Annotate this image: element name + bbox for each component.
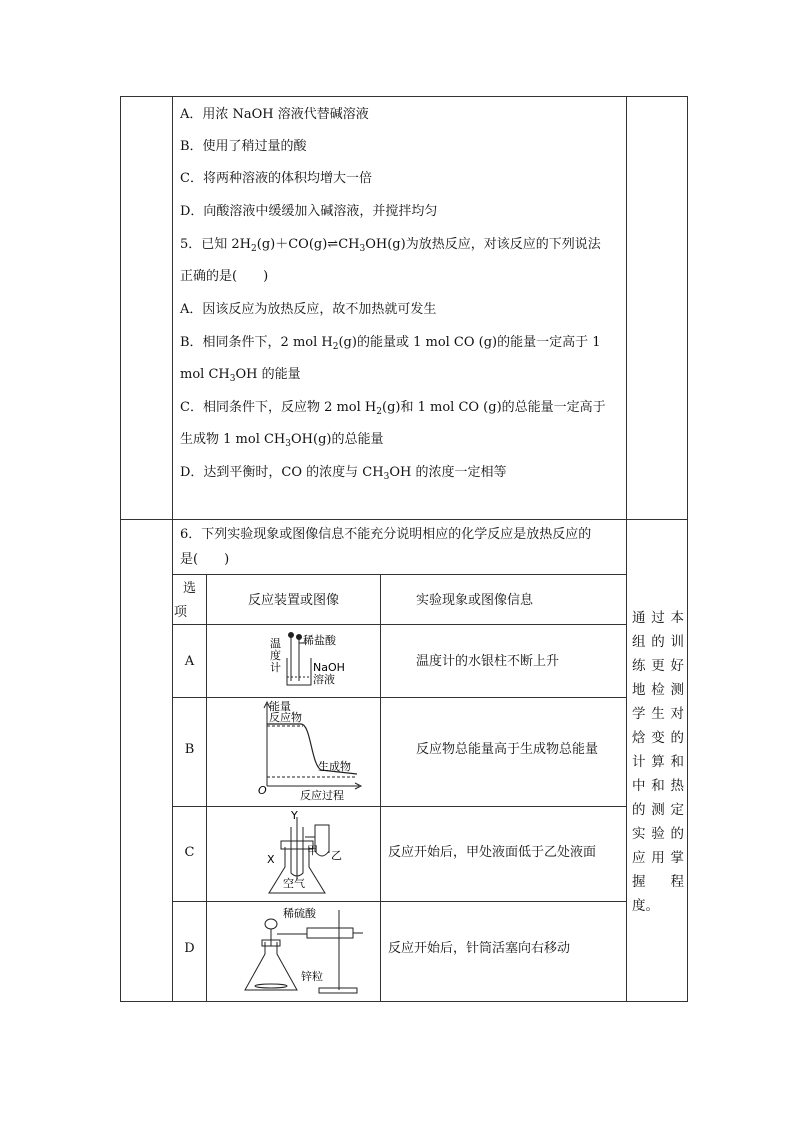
label-thermometer-2: 度 <box>270 649 281 662</box>
row-b-option: B <box>184 742 195 757</box>
header-option-1: 选 <box>182 581 196 596</box>
label-reaction-process: 反应过程 <box>300 789 344 802</box>
header-device: 反应装置或图像 <box>247 593 339 608</box>
label-dilute-h2so4: 稀硫酸 <box>283 907 316 920</box>
q5-option-a: A．因该反应为放热反应，故不加热就可发生 <box>180 302 437 317</box>
q4-option-c: C．将两种溶液的体积均增大一倍 <box>180 171 372 186</box>
row-b-info: 反应物总能量高于生成物总能量 <box>416 742 599 757</box>
note-line: 通过本 <box>632 610 684 626</box>
label-origin: O <box>258 784 267 797</box>
note-line: 计算和 <box>632 754 684 770</box>
note-line: 度。 <box>632 898 659 914</box>
inner-table-col2 <box>380 574 381 1001</box>
label-reactant: 反应物 <box>269 711 302 724</box>
table-row-divider <box>120 519 688 520</box>
row-c-apparatus <box>207 807 379 901</box>
teaching-note <box>632 606 684 918</box>
q5-option-b: B．相同条件下，2 mol $H_2(g)$的能量或 1 mol CO (g)的能量一定高于 1 <box>180 335 601 352</box>
table-border-top <box>120 96 688 97</box>
q5-option-c-line2: 生成物 1 mol $CH_3OH(g)$的总能量 <box>180 432 384 449</box>
table-border-bottom <box>120 1001 688 1002</box>
inner-table-top <box>172 574 626 575</box>
q5-stem: 5．已知 $2H_2(g)+CO(g)\rightleftharpoons CH_3OH(g)$为放热反应，对该反应的下列说法 <box>180 237 601 254</box>
label-jia: 甲 <box>307 844 318 857</box>
label-yi: 乙 <box>331 849 342 862</box>
table-border-left <box>120 96 121 1002</box>
row-c-info: 反应开始后，甲处液面低于乙处液面 <box>388 845 597 860</box>
note-line: 组的训 <box>632 634 684 650</box>
note-line: 的测定 <box>632 802 684 818</box>
q6-stem: 6．下列实验现象或图像信息不能充分说明相应的化学反应是放热反应的 <box>180 527 592 542</box>
equilibrium-arrow: ⇌ <box>327 237 339 252</box>
note-line: 应用掌 <box>632 850 684 866</box>
label-solution: 溶液 <box>313 673 335 686</box>
label-x: X <box>267 853 275 866</box>
note-line: 地检测 <box>632 682 684 698</box>
row-a-info: 温度计的水银柱不断上升 <box>416 654 560 669</box>
label-product: 生成物 <box>318 760 351 773</box>
row-b-energy-diagram <box>207 698 379 806</box>
note-line: 握 程 <box>632 874 684 890</box>
note-line: 实验的 <box>632 826 684 842</box>
label-thermometer-1: 温 <box>270 637 281 650</box>
q5-option-c: C．相同条件下，反应物 2 mol $H_2(g)$和 1 mol CO (g)的总能量一定高于 <box>180 400 606 417</box>
label-air: 空气 <box>283 877 305 890</box>
row-a-option: A <box>184 654 195 669</box>
note-line: 焓变的 <box>632 730 684 746</box>
row-a-apparatus <box>207 625 379 697</box>
note-line: 练更好 <box>632 658 684 674</box>
row-d-option: D <box>184 941 195 956</box>
table-border-col2 <box>626 96 627 1002</box>
label-naoh: NaOH <box>313 661 345 674</box>
label-zinc: 锌粒 <box>301 970 323 983</box>
header-option-2: 项 <box>174 605 188 620</box>
q4-option-b: B．使用了稍过量的酸 <box>180 139 307 154</box>
label-thermometer-3: 计 <box>270 661 281 674</box>
label-dilute-hcl: 稀盐酸 <box>303 634 336 647</box>
q5-option-b-line2: mol $CH_3OH$ 的能量 <box>180 367 301 384</box>
q4-option-a: A．用浓 NaOH 溶液代替碱溶液 <box>180 107 369 122</box>
note-line: 学生对 <box>632 706 684 722</box>
label-y: Y <box>291 809 298 822</box>
q5-option-d: D．达到平衡时，CO 的浓度与 $CH_3OH$ 的浓度一定相等 <box>180 465 507 482</box>
row-d-info: 反应开始后，针筒活塞向右移动 <box>388 941 571 956</box>
label-energy: 能量 <box>269 700 291 713</box>
table-border-right <box>687 96 688 1002</box>
q6-stem-line2: 是( ) <box>180 552 230 567</box>
q4-option-d: D．向酸溶液中缓缓加入碱溶液，并搅拌均匀 <box>180 204 438 219</box>
row-c-option: C <box>184 845 195 860</box>
row-d-apparatus <box>207 902 379 1000</box>
note-line: 中和热 <box>632 778 684 794</box>
table-border-col1 <box>172 96 173 1002</box>
header-info: 实验现象或图像信息 <box>416 593 534 608</box>
q5-stem-line2: 正确的是( ) <box>180 269 269 284</box>
